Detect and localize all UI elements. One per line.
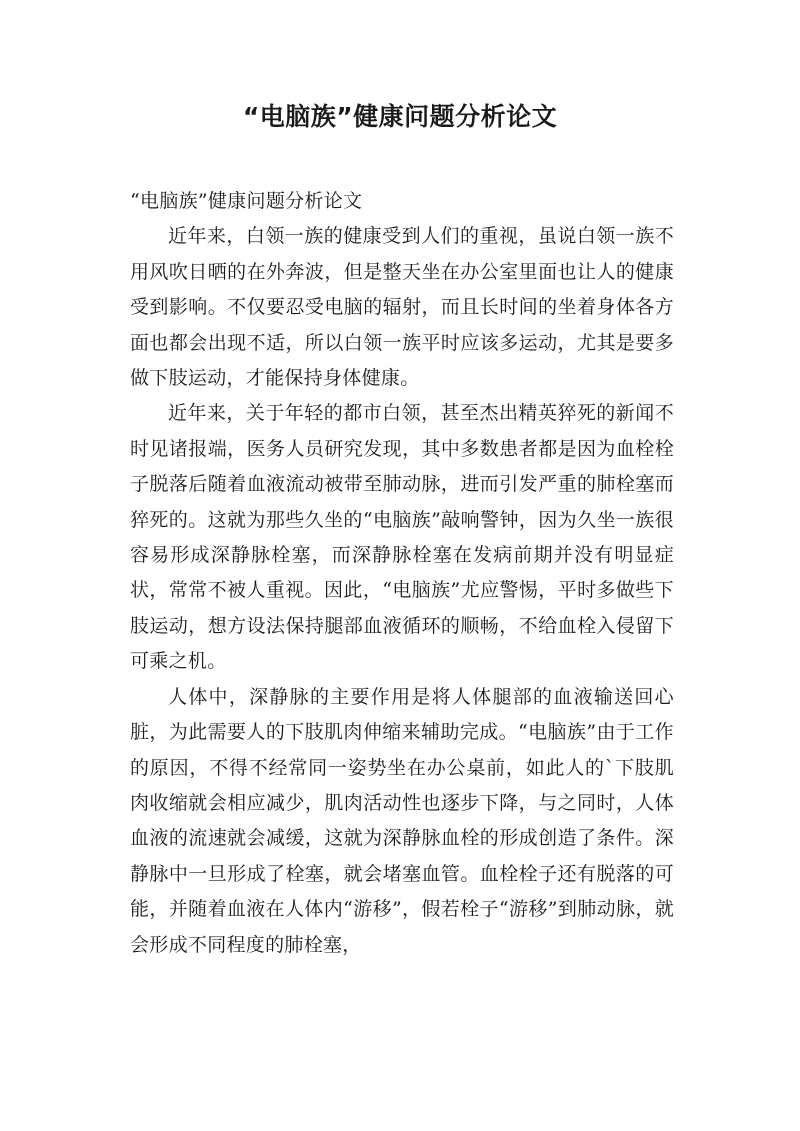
document-title: “电脑族”健康问题分析论文 xyxy=(242,102,558,131)
paragraph-3: 人体中，深静脉的主要作用是将人体腿部的血液输送回心脏，为此需要人的下肢肌肉伸缩来辅助完成。“电脑族”由于工作的原因，不得不经常同一姿势坐在办公桌前，如此人的`下肢肌肉收缩就会相应减少，肌肉活动性也逐步下降，与之同时，人体血液的流速就会减缓，这就为深静脉血栓的形成创造了条件。深静脉中一旦形成了栓塞，就会堵塞血管。血栓栓子还有脱落的可能，并随着血液在人体内“游移”，假若栓子“游移”到肺动脉，就会形成不同程度的肺栓塞， xyxy=(130,685,674,956)
document-subtitle: “电脑族”健康问题分析论文 xyxy=(130,190,363,212)
document-body xyxy=(130,184,674,963)
paragraph-1: 近年来，白领一族的健康受到人们的重视，虽说白领一族不用风吹日晒的在外奔波，但是整天坐在办公室里面也让人的健康受到影响。不仅要忍受电脑的辐射，而且长时间的坐着身体各方面也都会出现不适，所以白领一族平时应该多运动，尤其是要多做下肢运动，才能保持身体健康。 xyxy=(130,225,674,390)
paragraph-2: 近年来，关于年轻的都市白领，甚至杰出精英猝死的新闻不时见诸报端，医务人员研究发现，其中多数患者都是因为血栓栓子脱落后随着血液流动被带至肺动脉，进而引发严重的肺栓塞而猝死的。这就为那些久坐的“电脑族”敲响警钟，因为久坐一族很容易形成深静脉栓塞，而深静脉栓塞在发病前期并没有明显症状，常常不被人重视。因此，“电脑族”尤应警惕，平时多做些下肢运动，想方设法保持腿部血液循环的顺畅，不给血栓入侵留下可乘之机。 xyxy=(130,402,674,673)
